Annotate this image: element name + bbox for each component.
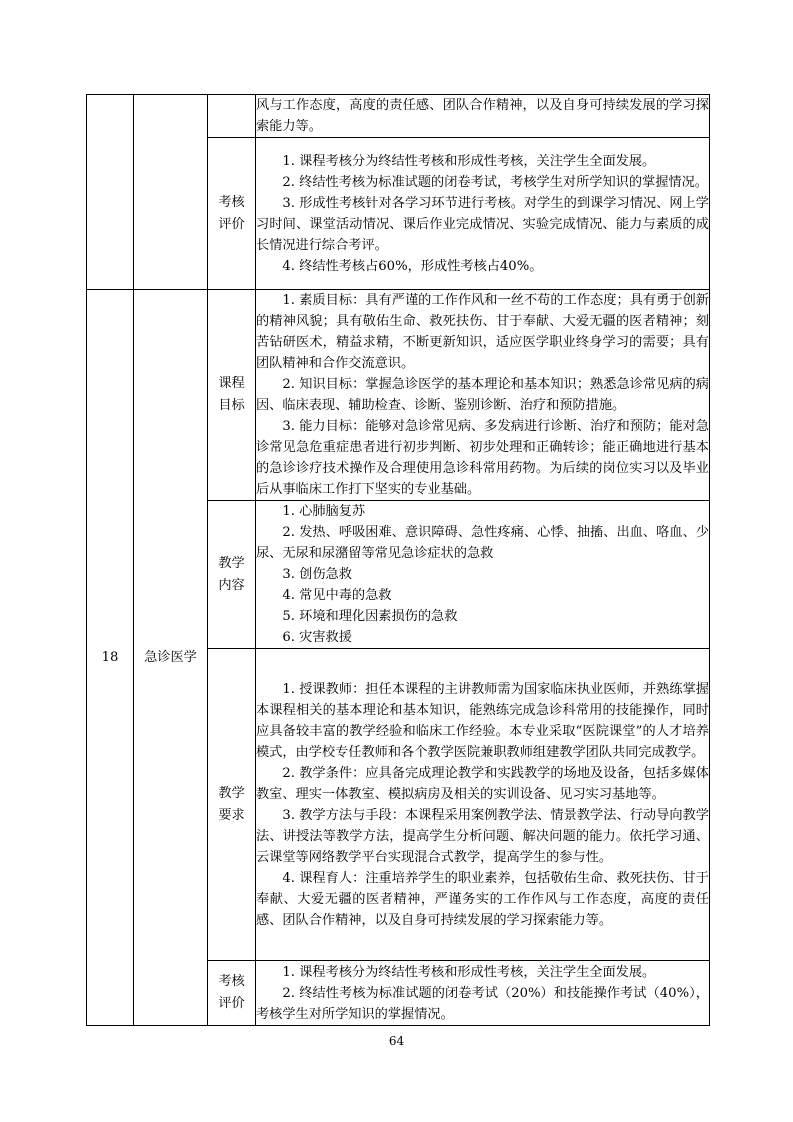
prev-course-goals-tail-cell (256, 95, 710, 138)
assessment-item: 3. 形成性考核针对各学习环节进行考核。对学生的到课学习情况、网上学习时间、课堂活动情况、课后作业完成情况、实验完成情况、能力与素质的成长情况进行综合考评。 (256, 195, 709, 253)
requirements-cell (256, 649, 710, 961)
prev-assessment-label: 考核 评价 (208, 138, 256, 290)
content-item: 1. 心肺脑复苏 (282, 504, 366, 519)
content-item: 2. 发热、呼吸困难、意识障碍、急性疼痛、心悸、抽搐、出血、咯血、少尿、无尿和尿潴留等常见急诊症状的急救 (256, 525, 709, 561)
course-number-cell (87, 290, 134, 1026)
page-number: 64 (388, 1034, 405, 1048)
requirements-label: 教学 要求 (208, 649, 256, 961)
requirement-item: 4. 课程育人：注重培养学生的职业素养，包括敬佑生命、救死扶伤、甘于奉献、大爱无疆的医者精神，严谨务实的工作作风与工作态度，高度的责任感、团队合作精神，以及自身可持续发展的学习探索能力等。 (256, 870, 709, 928)
assessment-item: 2. 终结性考核为标准试题的闭卷考试，考核学生对所学知识的掌握情况。 (282, 174, 708, 190)
objective-item: 3. 能力目标：能够对急诊常见病、多发病进行诊断、治疗和预防；能对急诊常见急危重症患者进行初步判断、初步处理和正确转诊；能正确地进行基本的急诊诊疗技术操作及合理使用急诊科常用药物。为后续的岗位实习以及毕业后从事临床工作打下坚实的专业基础。 (256, 419, 709, 497)
course-name: 急诊医学 (144, 650, 197, 665)
prev-course-number-cell (87, 95, 134, 290)
prev-course-label-cell (208, 95, 256, 138)
assessment-item: 1. 课程考核分为终结性考核和形成性考核，关注学生全面发展。 (282, 964, 656, 980)
content-item: 6. 灾害救援 (282, 630, 352, 645)
content-label: 教学 内容 (208, 501, 256, 649)
course-name-cell (134, 290, 208, 1026)
requirement-item: 3. 教学方法与手段：本课程采用案例教学法、情景教学法、行动导向教学法、讲授法等教学方法，提高学生分析问题、解决问题的能力。依托学习通、云课堂等网络教学平台实现混合式教学，提高学生的参与性。 (256, 807, 709, 865)
content-item: 4. 常见中毒的急救 (282, 588, 392, 603)
assessment-item: 1. 课程考核分为终结性考核和形成性考核，关注学生全面发展。 (282, 153, 656, 169)
objectives-row (87, 290, 710, 501)
requirement-item: 1. 授课教师：担任本课程的主讲教师需为国家临床执业医师，并熟练掌握本课程相关的基本理论和基本知识，能熟练完成急诊科常用的技能操作，同时应具备较丰富的教学经验和临床工作经验。本专业采取“医院课堂”的人才培养模式，由学校专任教师和各个教学医院兼职教师组建教学团队共同完成教学。 (256, 681, 709, 760)
prev-course-name-cell (134, 95, 208, 290)
prev-course-goals-tail-row (87, 95, 710, 138)
course-table (86, 94, 710, 1026)
prev-assessment-cell (256, 138, 710, 290)
content-item: 3. 创伤急救 (282, 567, 352, 582)
content-cell (256, 501, 710, 649)
objective-item: 1. 素质目标：具有严谨的工作作风和一丝不苟的工作态度；具有勇于创新的精神风貌；具有敬佑生命、救死扶伤、甘于奉献、大爱无疆的医者精神；刻苦钻研医术，精益求精，不断更新知识，适应医学职业终身学习的需要；具有团队精神和合作交流意识。 (256, 293, 709, 371)
continued-text: 风与工作态度，高度的责任感、团队合作精神，以及自身可持续发展的学习探索能力等。 (256, 98, 709, 134)
objectives-cell (256, 290, 710, 501)
objectives-label: 课程 目标 (208, 290, 256, 501)
assessment-cell (256, 961, 710, 1026)
assessment-item: 2. 终结性考核为标准试题的闭卷考试（20%）和技能操作考试（40%），考核学生对所学知识的掌握情况。 (256, 985, 709, 1022)
assessment-label: 考核 评价 (208, 961, 256, 1026)
assessment-item: 4. 终结性考核占60%，形成性考核占40%。 (282, 258, 543, 274)
requirement-item: 2. 教学条件：应具备完成理论教学和实践教学的场地及设备，包括多媒体教室、理实一体教室、模拟病房及相关的实训设备、见习实习基地等。 (256, 765, 709, 802)
objective-item: 2. 知识目标：掌握急诊医学的基本理论和基本知识；熟悉急诊常见病的病因、临床表现、辅助检查、诊断、鉴别诊断、治疗和预防措施。 (256, 377, 709, 413)
course-number: 18 (101, 650, 119, 665)
content-item: 5. 环境和理化因素损伤的急救 (282, 609, 458, 624)
